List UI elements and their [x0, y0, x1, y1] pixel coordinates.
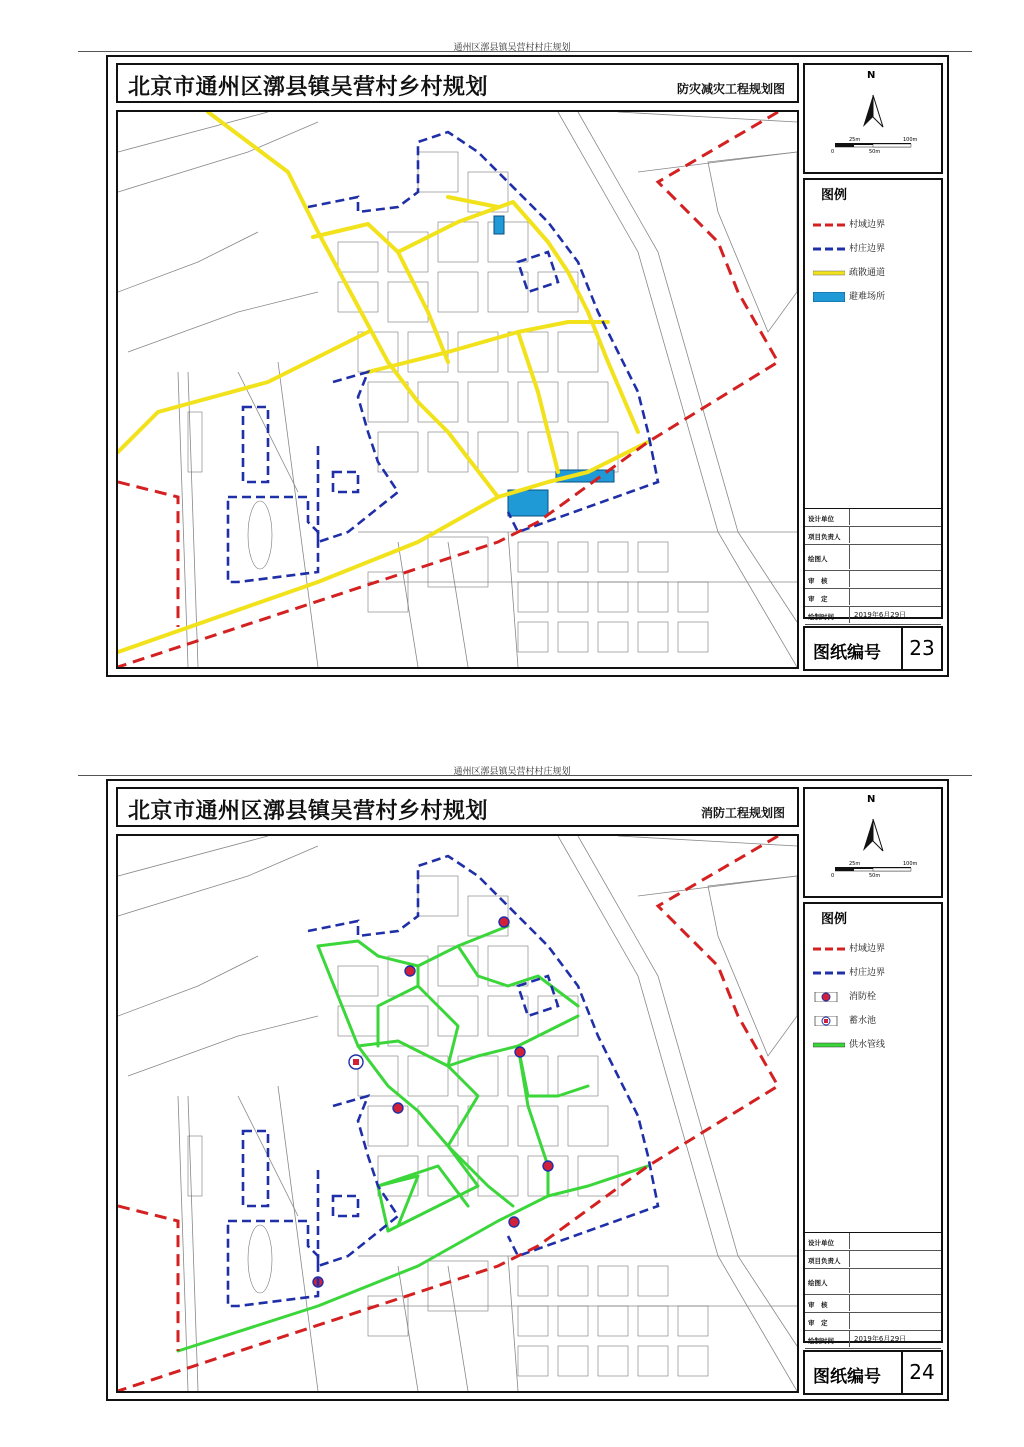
map-panel[interactable] [116, 834, 799, 1393]
info-row: 审 核 [805, 1295, 941, 1313]
info-row: 设计单位 [805, 1233, 941, 1251]
scale-label-0: 0 [831, 873, 835, 879]
shelter-site [494, 216, 504, 234]
red-dash-line-icon [813, 220, 845, 230]
scale-label-50: 50m [869, 149, 881, 155]
title-block [116, 63, 799, 103]
green-line-icon [813, 1040, 845, 1050]
header-rule [78, 775, 972, 776]
plan-subtitle: 消防工程规划图 [700, 806, 785, 820]
legend-label: 供水管线 [849, 1040, 886, 1050]
info-row: 绘图人 [805, 1269, 941, 1295]
legend-item-village-boundary [813, 242, 937, 256]
scale-label-25: 25m [849, 861, 861, 867]
title-block [116, 787, 799, 827]
info-row: 设计单位 [805, 509, 941, 527]
drawing-number-label: 图纸编号 [813, 643, 881, 663]
info-row: 绘制时间 2019年6月29日 [805, 607, 941, 625]
legend-panel [803, 178, 943, 619]
blue-rect-icon [813, 292, 845, 302]
reservoir-circle-icon [813, 1016, 845, 1026]
legend-title: 图例 [821, 912, 848, 927]
hydrant-icon [499, 917, 509, 927]
legend-label: 蓄水池 [849, 1016, 877, 1026]
reservoir-icon [353, 1059, 359, 1065]
legend-item-shelter [813, 290, 937, 304]
drawing-number-value: 24 [901, 1350, 941, 1395]
plan-title: 北京市通州区漷县镇吴营村乡村规划 [128, 799, 489, 824]
scale-label-100: 100m [903, 137, 918, 143]
red-dash-line-icon [813, 944, 845, 954]
blue-dash-line-icon [813, 244, 845, 254]
header-rule [78, 51, 972, 52]
hydrant-icon [509, 1217, 519, 1227]
info-row: 审 定 [805, 1313, 941, 1331]
hydrant-icon [543, 1161, 553, 1171]
scale-label-25: 25m [849, 137, 861, 143]
scale-label-100: 100m [903, 861, 918, 867]
drawing-number-label: 图纸编号 [813, 1367, 881, 1387]
map-panel[interactable] [116, 110, 799, 669]
red-dot-circle-icon [813, 992, 845, 1002]
drawing-number-panel [803, 626, 943, 671]
disaster-prevention-map [118, 112, 797, 667]
page-header: 通州区漷县镇吴营村村庄规划 [453, 43, 571, 53]
legend-item-village-area [813, 218, 937, 232]
blue-dash-line-icon [813, 968, 845, 978]
info-row: 绘制时间 2019年6月29日 [805, 1331, 941, 1349]
sheet-fire-protection [106, 779, 949, 1401]
info-row: 审 定 [805, 589, 941, 607]
info-table [805, 508, 941, 625]
legend-item-village-boundary [813, 966, 937, 980]
hydrant-icon [393, 1103, 403, 1113]
legend-panel [803, 902, 943, 1343]
legend-label: 避难场所 [849, 292, 886, 302]
north-label: N [867, 70, 876, 81]
legend-label: 疏散通道 [849, 268, 886, 278]
scale-label-0: 0 [831, 149, 835, 155]
info-row: 审 核 [805, 571, 941, 589]
hydrant-icon [405, 966, 415, 976]
info-table [805, 1232, 941, 1349]
sheet-disaster-prevention [106, 55, 949, 677]
plan-title: 北京市通州区漷县镇吴营村乡村规划 [128, 75, 489, 100]
legend-item-evacuation [813, 266, 937, 280]
north-arrow-panel [803, 63, 943, 174]
legend-label: 村域边界 [849, 944, 886, 954]
legend-item-village-area [813, 942, 937, 956]
legend-label: 村域边界 [849, 220, 886, 230]
legend-label: 村庄边界 [849, 968, 886, 978]
info-row: 项目负责人 [805, 1251, 941, 1269]
legend-label: 村庄边界 [849, 244, 886, 254]
yellow-line-icon [813, 268, 845, 278]
page-header: 通州区漷县镇吴营村村庄规划 [453, 767, 571, 777]
fire-protection-map [118, 836, 797, 1391]
info-row: 绘图人 [805, 545, 941, 571]
hydrant-icon [515, 1047, 525, 1057]
legend-item-reservoir [813, 1014, 937, 1028]
legend-title: 图例 [821, 188, 848, 203]
legend-item-hydrant [813, 990, 937, 1004]
north-arrow-panel [803, 787, 943, 898]
scale-label-50: 50m [869, 873, 881, 879]
plan-subtitle: 防灾减灾工程规划图 [676, 82, 785, 96]
drawing-number-value: 23 [901, 626, 941, 671]
legend-item-water-pipe [813, 1038, 937, 1052]
drawing-number-panel [803, 1350, 943, 1395]
legend-label: 消防栓 [849, 992, 877, 1002]
north-label: N [867, 794, 876, 805]
info-row: 项目负责人 [805, 527, 941, 545]
